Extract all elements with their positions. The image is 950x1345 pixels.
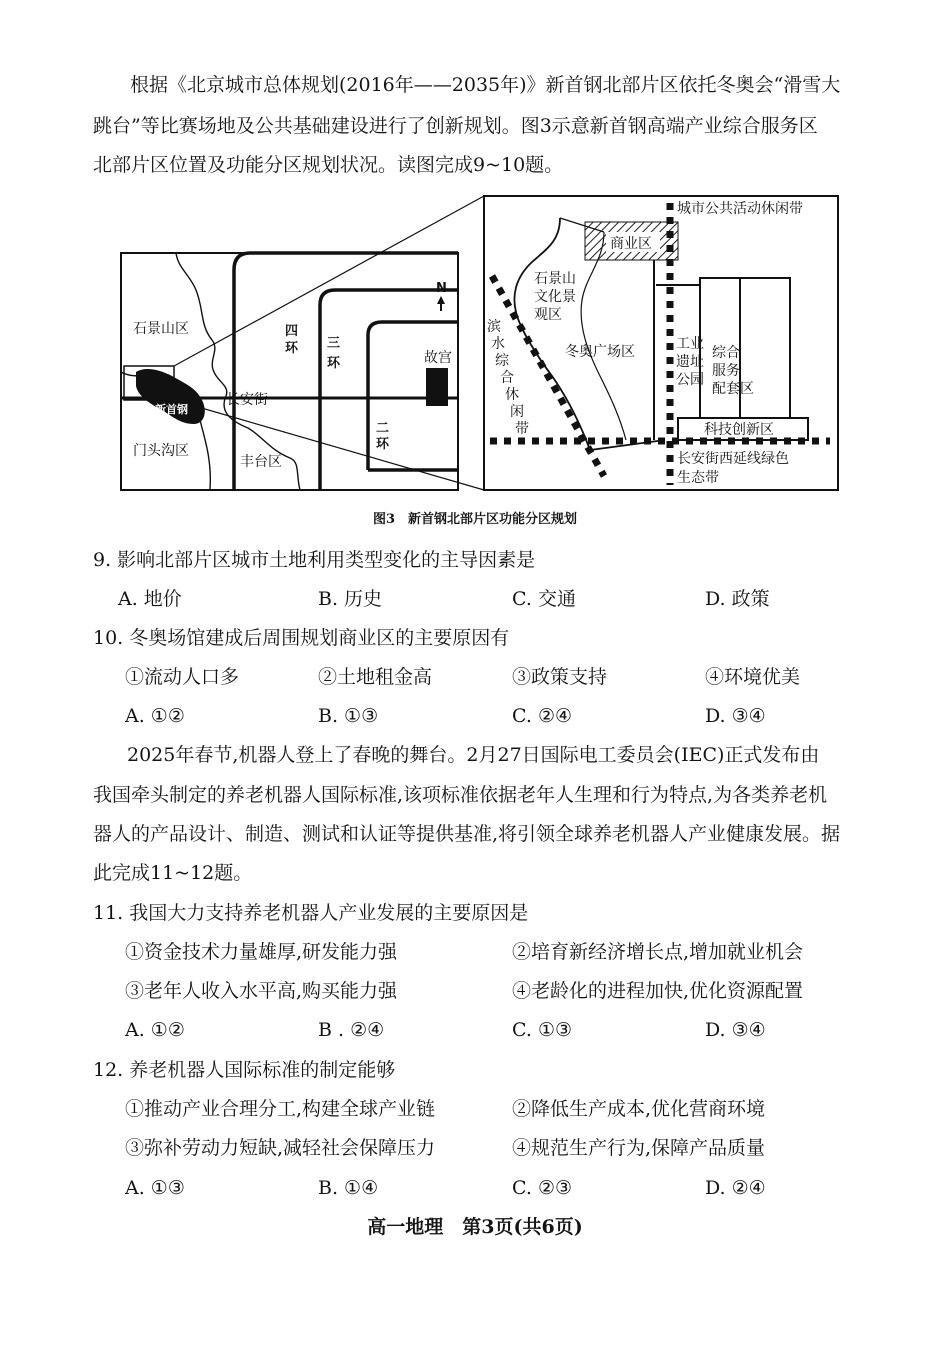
q9-option-d[interactable]: D. 政策	[705, 588, 770, 610]
q11-item-3: ③老年人收入水平高,购买能力强	[125, 980, 398, 1002]
label-ring4-a: 四	[285, 324, 299, 339]
svg-text:带: 带	[515, 421, 529, 437]
q9-stem: 9. 影响北部片区城市土地利用类型变化的主导因素是	[93, 549, 536, 571]
label-ring3-b: 环	[327, 356, 341, 371]
q12-stem: 12. 养老机器人国际标准的制定能够	[93, 1059, 396, 1081]
label-zonghe-3: 配套区	[712, 381, 754, 397]
intro1-line-3: 北部片区位置及功能分区规划状况。读图完成9~10题。	[93, 154, 564, 176]
label-ring3-a: 三	[327, 336, 341, 351]
q12-item-2: ②降低生产成本,优化营商环境	[512, 1098, 766, 1120]
q9-option-c[interactable]: C. 交通	[512, 588, 576, 610]
q10-option-a[interactable]: A. ①②	[125, 705, 185, 727]
district-boundary-3	[200, 420, 210, 490]
label-keji: 科技创新区	[704, 422, 774, 438]
q11-option-d[interactable]: D. ③④	[705, 1019, 766, 1041]
q9-option-b[interactable]: B. 历史	[318, 588, 383, 610]
q11-stem: 11. 我国大力支持养老机器人产业发展的主要原因是	[93, 902, 529, 924]
q10-option-b[interactable]: B. ①③	[318, 705, 379, 727]
label-shangye: 商业区	[610, 236, 652, 252]
svg-text:综: 综	[495, 353, 509, 369]
q10-item-4: ④环境优美	[705, 666, 801, 688]
intro2-line-3: 器人的产品设计、制造、测试和认证等提供基准,将引领全球养老机器人产业健康发展。据	[93, 823, 841, 845]
label-dongao: 冬奥广场区	[565, 344, 635, 360]
label-gongye-2: 遗址	[676, 354, 704, 370]
label-legend-top: 城市公共活动休闲带	[677, 201, 803, 217]
label-wenhua-1: 石景山	[534, 271, 576, 287]
q11-item-2: ②培育新经济增长点,增加就业机会	[512, 941, 804, 963]
label-zonghe-1: 综合	[712, 345, 740, 361]
q10-option-d[interactable]: D. ③④	[705, 705, 766, 727]
label-fengtai: 丰台区	[240, 454, 282, 470]
q12-item-1: ①推动产业合理分工,构建全球产业链	[125, 1098, 436, 1120]
intro2-line-1: 2025年春节,机器人登上了春晚的舞台。2月27日国际电工委员会(IEC)正式发布由	[127, 744, 820, 766]
q10-stem: 10. 冬奥场馆建成后周围规划商业区的主要原因有	[93, 627, 510, 649]
page-footer: 高一地理 第3页(共6页)	[367, 1216, 583, 1238]
q12-option-d[interactable]: D. ②④	[705, 1177, 766, 1199]
svg-text:合: 合	[500, 370, 514, 386]
intro1-line-1: 根据《北京城市总体规划(2016年——2035年)》新首钢北部片区依托冬奥会“滑雪大	[130, 74, 841, 96]
q11-option-a[interactable]: A. ①②	[125, 1019, 185, 1041]
label-ring2-a: 二	[376, 421, 390, 436]
north-label: N	[436, 281, 447, 296]
label-ring2-b: 环	[376, 437, 390, 452]
q11-option-b[interactable]: B . ②④	[318, 1019, 385, 1041]
q10-item-1: ①流动人口多	[125, 666, 240, 688]
svg-text:闲: 闲	[510, 404, 524, 420]
intro2-line-4: 此完成11~12题。	[93, 862, 253, 884]
figure-caption: 图3 新首钢北部片区功能分区规划	[372, 512, 578, 527]
label-zonghe-2: 服务	[712, 363, 740, 379]
q9-option-a[interactable]: A. 地价	[118, 588, 182, 610]
intro1-line-2: 跳台”等比赛场地及公共基础建设进行了创新规划。图3示意新首钢高端产业综合服务区	[93, 115, 818, 137]
label-ring4-b: 环	[285, 341, 299, 356]
label-gugong: 故宫	[424, 350, 452, 366]
q10-option-c[interactable]: C. ②④	[512, 705, 573, 727]
svg-text:休: 休	[505, 387, 519, 403]
q11-item-4: ④老龄化的进程加快,优化资源配置	[512, 980, 804, 1002]
label-shijingshan: 石景山区	[133, 321, 189, 337]
label-wenhua-3: 观区	[534, 307, 562, 323]
svg-text:水: 水	[491, 336, 505, 352]
q12-option-c[interactable]: C. ②③	[512, 1177, 573, 1199]
label-legend-bottom-2: 生态带	[677, 470, 719, 486]
q10-item-3: ③政策支持	[512, 666, 608, 688]
label-gongye-1: 工业	[676, 336, 704, 352]
q12-option-a[interactable]: A. ①③	[125, 1177, 185, 1199]
q10-item-2: ②土地租金高	[318, 666, 433, 688]
label-legend-bottom-1: 长安街西延线绿色	[677, 451, 789, 467]
figure-3-map	[0, 0, 950, 540]
q12-item-3: ③弥补劳动力短缺,减轻社会保障压力	[125, 1137, 436, 1159]
q11-item-1: ①资金技术力量雄厚,研发能力强	[125, 941, 398, 963]
q12-option-b[interactable]: B. ①④	[318, 1177, 379, 1199]
q12-item-4: ④规范生产行为,保障产品质量	[512, 1137, 766, 1159]
label-changanjie: 长安街	[226, 392, 268, 408]
label-mentougou: 门头沟区	[133, 443, 189, 459]
label-binshui	[487, 319, 529, 437]
label-gongye-3: 公园	[676, 372, 704, 388]
intro2-line-2: 我国牵头制定的养老机器人国际标准,该项标准依据老年人生理和行为特点,为各类养老机	[93, 784, 828, 806]
right-inner-outline	[581, 232, 626, 440]
gugong-block	[426, 368, 448, 406]
label-wenhua-2: 文化景	[534, 289, 576, 305]
q11-option-c[interactable]: C. ①③	[512, 1019, 573, 1041]
label-xinshougang: 新首钢	[155, 403, 188, 416]
svg-text:滨: 滨	[487, 319, 501, 335]
